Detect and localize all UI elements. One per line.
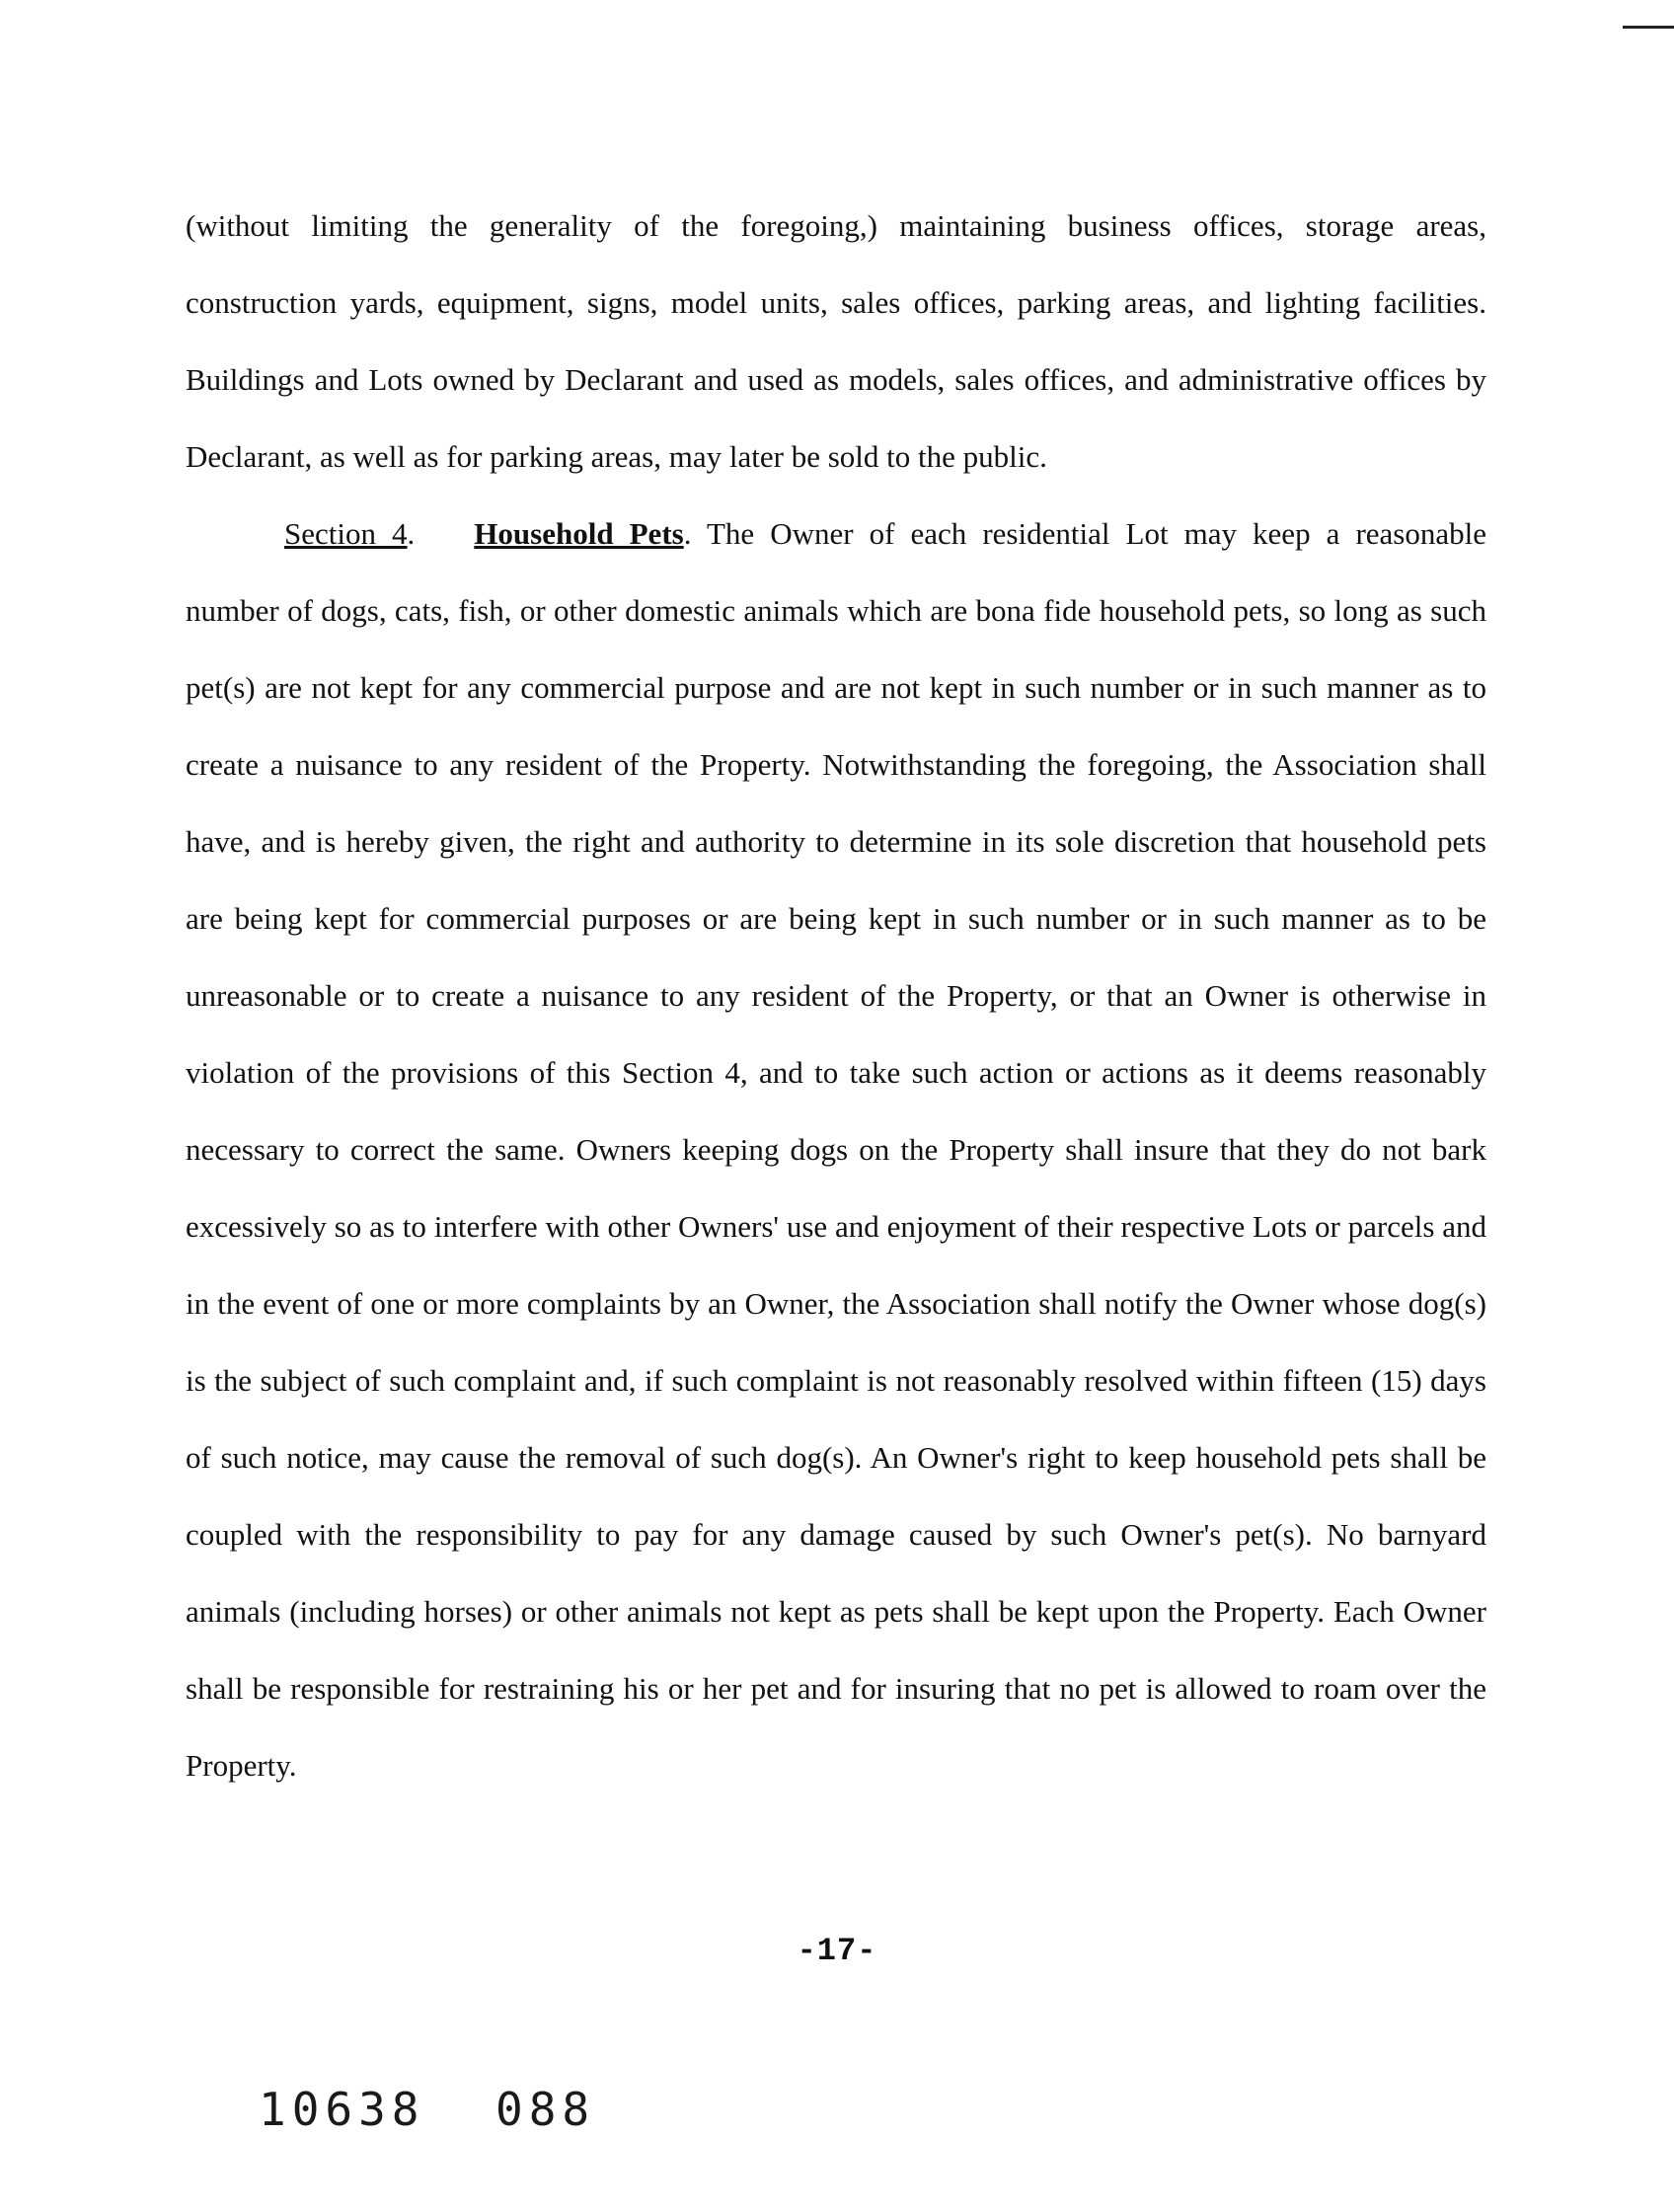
- page-number: -17-: [797, 1933, 877, 1969]
- corner-mark: [1623, 26, 1674, 29]
- section-body: The Owner of each residential Lot may keep a reasonable number of dogs, cats, fish, or other domestic animals which are bona fide household pets, so long as such pet(s) are not kept for any commercial purpose and are not kept in such number or in such manner as to create a nuisance to any resident of the Property. Notwithstanding the foregoing, the Association shall have, and is hereby given, the right and authority to determine in its sole discretion that household pets are being kept for commercial purposes or are being kept in such number or in such manner as to be unreasonable or to create a nuisance to any resident of the Property, or that an Owner is otherwise in violation of the provisions of this Section 4, and to take such action or actions as it deems reasonably necessary to correct the same. Owners keeping dogs on the Property shall insure that they do not bark excessively so as to interfere with other Owners' use and enjoyment of their respective Lots or parcels and in the event of one or more complaints by an Owner, the Association shall notify the Owner whose dog(s) is the subject of such complaint and, if such complaint is not reasonably resolved within fifteen (15) days of such notice, may cause the removal of such dog(s). An Owner's right to keep household pets shall be coupled with the responsibility to pay for any damage caused by such Owner's pet(s). No barnyard animals (including horses) or other animals not kept as pets shall be kept upon the Property. Each Owner shall be responsible for restraining his or her pet and for insuring that no pet is allowed to roam over the Property.: [186, 516, 1486, 1783]
- recording-page-number: 088: [495, 2083, 596, 2136]
- section-title: Household Pets: [474, 516, 684, 551]
- recording-book-number: 10638: [259, 2083, 425, 2136]
- section-label: Section 4: [284, 516, 408, 551]
- section-4-paragraph: Section 4. Household Pets. The Owner of each residential Lot may keep a reasonable number of dogs, cats, fish, or other domestic animals which are bona fide household pets, so long as such pet(s) are not kept for any commercial purpose and are not kept in such number or in such manner as to create a nuisance to any resident of the Property. Notwithstanding the foregoing, the Association shall have, and is hereby given, the right and authority to determine in its sole discretion that household pets are being kept for commercial purposes or are being kept in such number or in such manner as to be unreasonable or to create a nuisance to any resident of the Property, or that an Owner is otherwise in violation of the provisions of this Section 4, and to take such action or actions as it deems reasonably necessary to correct the same. Owners keeping dogs on the Property shall insure that they do not bark excessively so as to interfere with other Owners' use and enjoyment of their respective Lots or parcels and in the event of one or more complaints by an Owner, the Association shall notify the Owner whose dog(s) is the subject of such complaint and, if such complaint is not reasonably resolved within fifteen (15) days of such notice, may cause the removal of such dog(s). An Owner's right to keep household pets shall be coupled with the responsibility to pay for any damage caused by such Owner's pet(s). No barnyard animals (including horses) or other animals not kept as pets shall be kept upon the Property. Each Owner shall be responsible for restraining his or her pet and for insuring that no pet is allowed to roam over the Property.: [186, 516, 1486, 1783]
- continuation-paragraph: (without limiting the generality of the foregoing,) maintaining business offices, storage areas, construction yards, equipment, signs, model units, sales offices, parking areas, and lighting facilities. Buildings and Lots owned by Declarant and used as models, sales offices, and administrative offices by Declarant, as well as for parking areas, may later be sold to the public.: [186, 208, 1486, 474]
- document-body: [186, 188, 1486, 1804]
